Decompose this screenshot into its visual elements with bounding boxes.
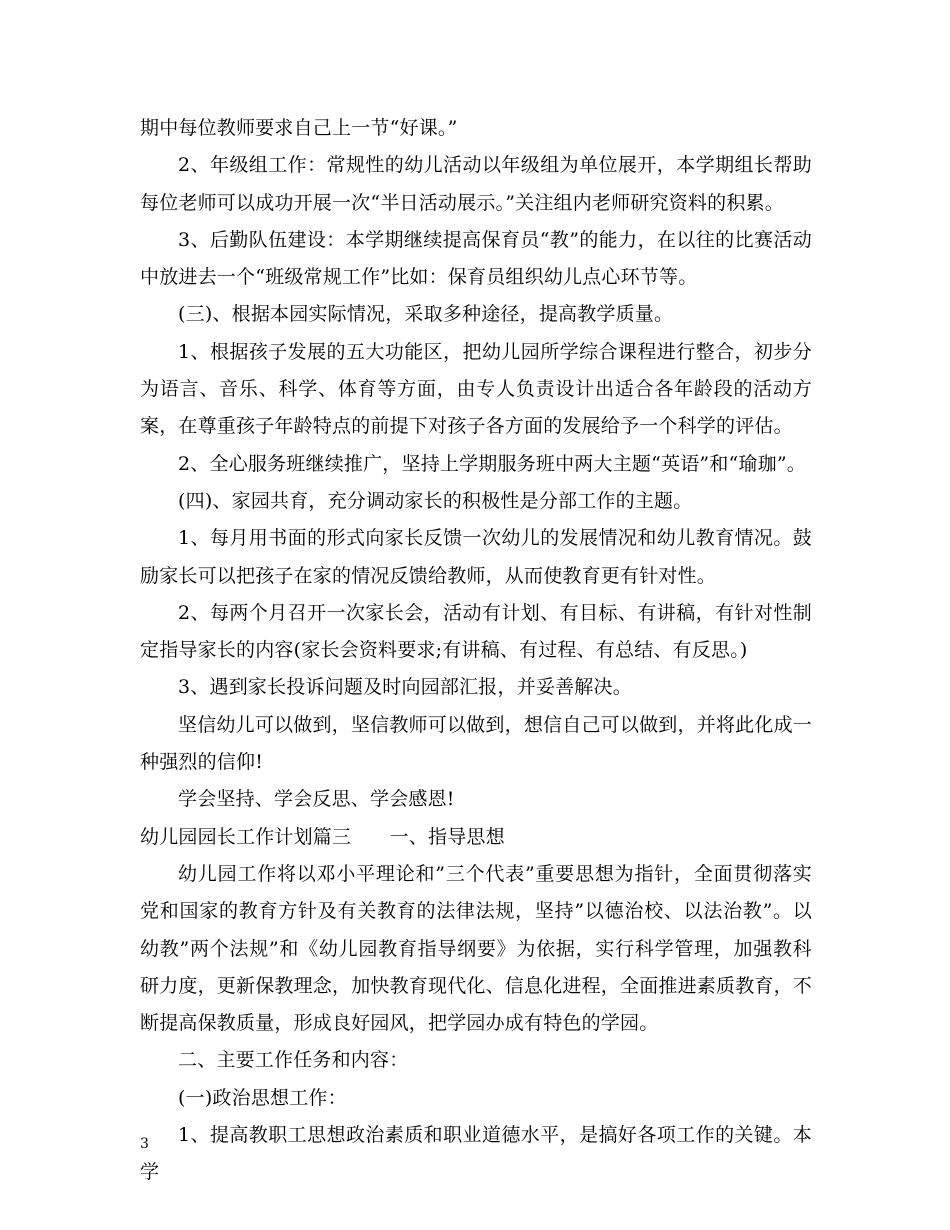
paragraph-9: 2、每两个月召开一次家长会，活动有计划、有目标、有讲稿，有针对性制定指导家长的内容(家长会资料要求;有讲稿、有过程、有总结、有反思。) xyxy=(140,601,812,662)
paragraph-2: 2、年级组工作：常规性的幼儿活动以年级组为单位展开，本学期组长帮助每位老师可以成功开展一次“半日活动展示。”关注组内老师研究资料的积累。 xyxy=(140,154,812,214)
section-title-part-3: 幼儿园园长工作计划篇三 一、指导思想 xyxy=(140,825,505,848)
paragraph-12: 学会坚持、学会反思、学会感恩! xyxy=(178,788,455,811)
paragraph-11: 坚信幼儿可以做到，坚信教师可以做到，想信自己可以做到，并将此化成一种强烈的信仰! xyxy=(140,713,812,774)
paragraph-8: 1、每月用书面的形式向家长反馈一次幼儿的发展情况和幼儿教育情况。鼓励家长可以把孩子在家的情况反馈给教师，从而使教育更有针对性。 xyxy=(140,527,812,587)
section-heading-3: (三)、根据本园实际情况，采取多种途径，提高教学质量。 xyxy=(178,303,674,326)
document-body xyxy=(140,110,812,1192)
page-number: 3 xyxy=(140,1136,149,1152)
paragraph-10: 3、遇到家长投诉问题及时向园部汇报，并妥善解决。 xyxy=(178,676,632,699)
paragraph-5: 1、根据孩子发展的五大功能区，把幼儿园所学综合课程进行整合，初步分为语言、音乐、科学、体育等方面，由专人负责设计出适合各年龄段的活动方案，在尊重孩子年龄特点的前提下对孩子各方面的发展给予一个科学的评估。 xyxy=(140,340,812,438)
section-heading-4: (四)、家园共育，充分调动家长的积极性是分部工作的主题。 xyxy=(178,489,693,512)
paragraph-6: 2、全心服务班继续推广，坚持上学期服务班中两大主题“英语”和“瑜珈”。 xyxy=(178,452,806,475)
paragraph-3: 3、后勤队伍建设：本学期继续提高保育员“教”的能力，在以往的比赛活动中放进去一个“班级常规工作”比如：保育员组织幼儿点心环节等。 xyxy=(140,228,812,289)
paragraph-14: 幼儿园工作将以邓小平理论和”三个代表”重要思想为指针，全面贯彻落实党和国家的教育方针及有关教育的法律法规，坚持”以德治校、以法治教”。以幼教”两个法规”和《幼儿园教育指导纲要》为依据，实行科学管理，加强教科研力度，更新保教理念，加快教育现代化、信息化进程，全面推进素质教育，不断提高保教质量，形成良好园风，把学园办成有特色的学园。 xyxy=(140,862,813,1035)
section-heading-politics: (一)政治思想工作： xyxy=(178,1086,347,1109)
paragraph-1: 期中每位教师要求自己上一节“好课。” xyxy=(140,117,458,139)
section-heading-main-tasks: 二、主要工作任务和内容： xyxy=(178,1049,409,1072)
paragraph-17: 1、提高教职工思想政治素质和职业道德水平，是搞好各项工作的关键。本学 xyxy=(140,1124,812,1184)
